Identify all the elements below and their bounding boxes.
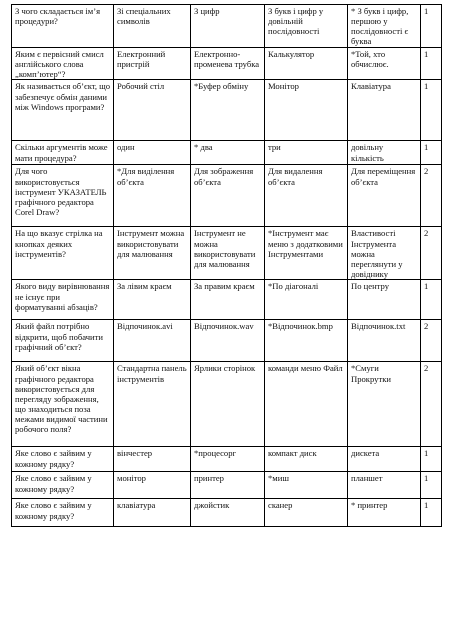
option-a-cell: один (114, 141, 191, 165)
option-a-cell: монітор (114, 472, 191, 499)
option-a-cell: *Для виділення об’єкта (114, 165, 191, 227)
option-d-cell: Для переміщення об’єкта (348, 165, 421, 227)
option-c-cell: Монітор (265, 80, 348, 141)
score-cell: 1 (421, 80, 442, 141)
option-c-cell: *миш (265, 472, 348, 499)
score-cell: 1 (421, 472, 442, 499)
option-b-cell: За правим краєм (191, 280, 265, 320)
question-cell: Яке слово є зайвим у кожному рядку? (12, 447, 114, 472)
table-row (12, 447, 442, 472)
question-cell: Яке слово є зайвим у кожному рядку? (12, 499, 114, 527)
option-a-cell: Стандартна панель інструментів (114, 362, 191, 447)
option-b-cell: Електронно-променева трубка (191, 48, 265, 80)
option-d-cell: *Той, хто обчислює. (348, 48, 421, 80)
option-c-cell: *Інструмент має меню з додатковими Інструментами (265, 227, 348, 280)
score-cell: 1 (421, 48, 442, 80)
question-cell: Для чого використовується інструмент УКАЗАТЕЛЬ графічного редактора Corel Draw? (12, 165, 114, 227)
question-cell: Яке слово є зайвим у кожному рядку? (12, 472, 114, 499)
option-b-cell: Для зображення об’єкта (191, 165, 265, 227)
score-cell: 2 (421, 362, 442, 447)
table-row (12, 362, 442, 447)
option-c-cell: компакт диск (265, 447, 348, 472)
option-d-cell: Властивості Інструмента можна переглянути у довіднику (348, 227, 421, 280)
option-b-cell: Відпочинок.wav (191, 320, 265, 362)
option-d-cell: довільну кількість (348, 141, 421, 165)
option-c-cell: Для видалення об’єкта (265, 165, 348, 227)
option-b-cell: *процесорг (191, 447, 265, 472)
option-c-cell: *Відпочинок.bmp (265, 320, 348, 362)
option-d-cell: *Смуги Прокрутки (348, 362, 421, 447)
option-b-cell: Ярлики сторінок (191, 362, 265, 447)
option-d-cell: * З букв і цифр, першою у послідовності є буква (348, 5, 421, 48)
option-a-cell: Зі спеціальних символів (114, 5, 191, 48)
option-b-cell: * два (191, 141, 265, 165)
option-b-cell: *Буфер обміну (191, 80, 265, 141)
score-cell: 1 (421, 141, 442, 165)
table-row (12, 141, 442, 165)
option-d-cell: Клавіатура (348, 80, 421, 141)
option-c-cell: три (265, 141, 348, 165)
score-cell: 2 (421, 227, 442, 280)
question-cell: Скільки аргументів може мати процедура? (12, 141, 114, 165)
option-c-cell: *По діагоналі (265, 280, 348, 320)
table-row (12, 280, 442, 320)
option-d-cell: * принтер (348, 499, 421, 527)
table-row (12, 5, 442, 48)
question-cell: З чого складається ім’я процедури? (12, 5, 114, 48)
option-c-cell: сканер (265, 499, 348, 527)
option-c-cell: команди меню Файл (265, 362, 348, 447)
question-cell: Який об’єкт вікна графічного редактора використовується для перегляду зображення, що знаходиться поза межами видимої частини робочого поля? (12, 362, 114, 447)
option-a-cell: Робочий стіл (114, 80, 191, 141)
option-a-cell: Інструмент можна використовувати для малювання (114, 227, 191, 280)
score-cell: 1 (421, 447, 442, 472)
table-row (12, 499, 442, 527)
option-b-cell: З цифр (191, 5, 265, 48)
option-d-cell: дискета (348, 447, 421, 472)
table-row (12, 80, 442, 141)
question-cell: Якого виду вирівнювання не існує при форматуванні абзаців? (12, 280, 114, 320)
option-a-cell: Електронний пристрій (114, 48, 191, 80)
option-d-cell: По центру (348, 280, 421, 320)
score-cell: 2 (421, 320, 442, 362)
option-a-cell: Відпочинок.avi (114, 320, 191, 362)
option-a-cell: За лівим краєм (114, 280, 191, 320)
question-cell: Яким є первісний смисл англійського слова „комп’ютер“? (12, 48, 114, 80)
option-b-cell: джойстик (191, 499, 265, 527)
table-row (12, 227, 442, 280)
question-cell: Як називається об’єкт, що забезпечує обмін даними між Windows програми? (12, 80, 114, 141)
quiz-table (11, 4, 442, 527)
question-cell: Який файл потрібно відкрити, щоб побачити графічний об’єкт? (12, 320, 114, 362)
score-cell: 2 (421, 165, 442, 227)
option-d-cell: Відпочинок.txt (348, 320, 421, 362)
option-b-cell: принтер (191, 472, 265, 499)
table-row (12, 165, 442, 227)
table-row (12, 320, 442, 362)
score-cell: 1 (421, 499, 442, 527)
option-a-cell: вінчестер (114, 447, 191, 472)
question-cell: На що вказує стрілка на кнопках деяких інструментів? (12, 227, 114, 280)
option-d-cell: планшет (348, 472, 421, 499)
table-row (12, 472, 442, 499)
option-c-cell: Калькулятор (265, 48, 348, 80)
table-row (12, 48, 442, 80)
score-cell: 1 (421, 280, 442, 320)
score-cell: 1 (421, 5, 442, 48)
option-b-cell: Інструмент не можна використовувати для малювання (191, 227, 265, 280)
option-a-cell: клавіатура (114, 499, 191, 527)
option-c-cell: З букв і цифр у довільній послідовності (265, 5, 348, 48)
